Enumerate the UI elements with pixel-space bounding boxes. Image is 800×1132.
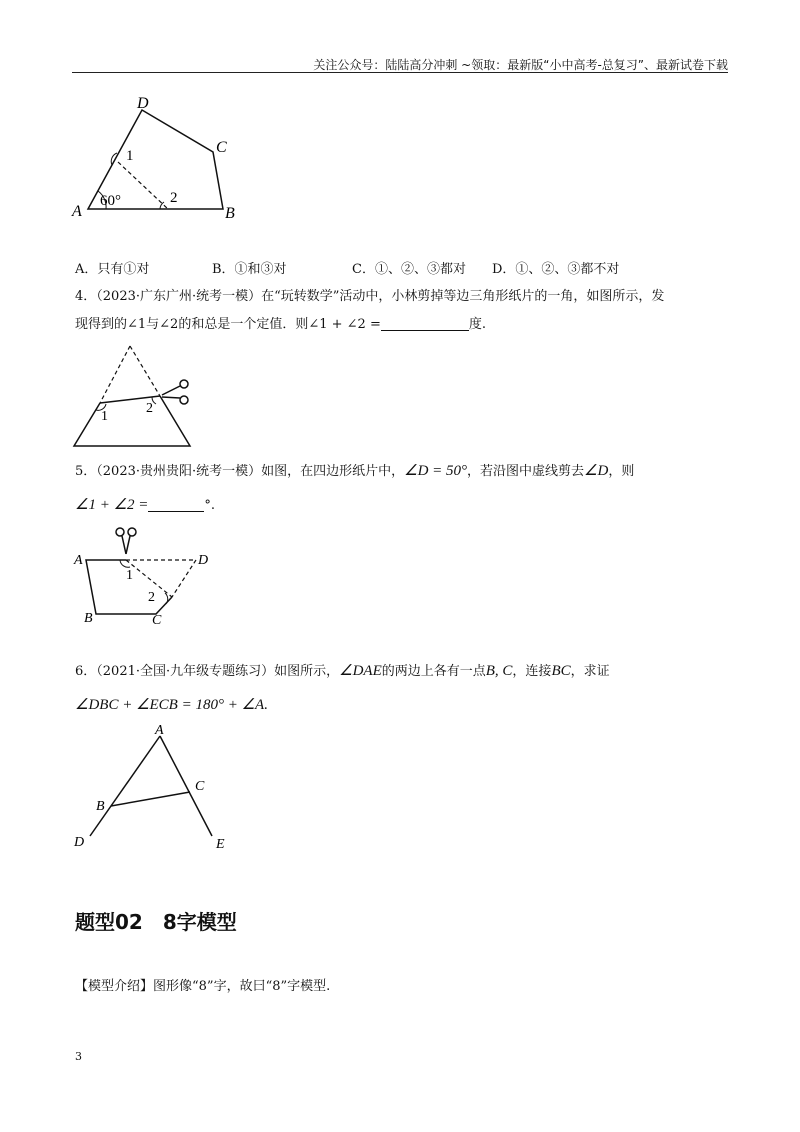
- dashed-cut-line: [118, 162, 168, 209]
- figure-angle-q6: [68, 720, 248, 855]
- q5-math-angle-d-value: ∠D = 50°: [404, 463, 468, 479]
- option-c: C．①、②、③都对: [352, 262, 466, 277]
- label-B: B: [84, 611, 93, 626]
- label-angle-2: 2: [170, 190, 178, 206]
- section-title: 题型02 8字模型: [75, 910, 237, 934]
- scissors-icon: [162, 380, 188, 404]
- q6-math-equation: ∠DBC + ∠ECB = 180° + ∠A.: [75, 697, 268, 713]
- option-b: B．①和③对: [212, 262, 287, 277]
- label-C: C: [152, 613, 162, 628]
- q4-line2-text: 现得到的∠1与∠2的和总是一个定值．则∠1 + ∠2 =: [75, 317, 381, 332]
- header-divider: [72, 72, 728, 73]
- figure-trapezoid-q5: [68, 522, 218, 630]
- dashed-cut-corner-right: [130, 346, 160, 396]
- triangle-remaining: [74, 396, 190, 446]
- figure-quadrilateral-q3: [60, 90, 260, 230]
- q5-text-3: ，则: [608, 464, 635, 479]
- q6-line1: [75, 660, 610, 683]
- label-A: A: [155, 723, 164, 738]
- q6-math-segment: BC: [551, 663, 571, 679]
- option-a: A．只有①对: [75, 262, 150, 277]
- angle-arc-1: [120, 560, 130, 567]
- label-B: B: [225, 205, 235, 222]
- label-D: D: [198, 553, 209, 568]
- label-C: C: [195, 779, 205, 794]
- q5-line2: [75, 494, 215, 517]
- q4-answer-blank: [381, 316, 469, 331]
- segment-BC: [111, 792, 190, 806]
- label-angle-60: 60°: [100, 193, 121, 209]
- label-angle-1: 1: [101, 409, 108, 424]
- label-angle-1: 1: [126, 568, 133, 583]
- label-A: A: [74, 553, 83, 568]
- label-angle-2: 2: [146, 401, 153, 416]
- q6-text-4: ，求证: [570, 664, 610, 679]
- angle-arc-1: [111, 153, 117, 165]
- label-E: E: [216, 837, 225, 852]
- q6-line2: [75, 694, 268, 717]
- q6-text-3: ，连接: [512, 664, 552, 679]
- q6-math-points: B, C: [485, 663, 513, 679]
- dashed-cut-corner-left: [100, 346, 130, 403]
- figure-triangle-q4: [68, 340, 208, 450]
- label-A: A: [72, 203, 82, 220]
- q5-text-4: °.: [204, 498, 216, 513]
- q5-text-1: 5．（2023·贵州贵阳·统考一模）如图，在四边形纸片中，: [75, 464, 405, 479]
- q5-answer-blank: [148, 497, 204, 512]
- label-D: D: [137, 95, 149, 112]
- model-intro: 【模型介绍】图形像“8”字，故曰“8”字模型.: [75, 979, 331, 994]
- removed-corner-outline: [126, 560, 196, 597]
- label-angle-2: 2: [148, 590, 155, 605]
- q5-math-sum: ∠1 + ∠2 =: [75, 497, 149, 513]
- q5-line1: [75, 460, 634, 483]
- ray-AD: [90, 736, 160, 836]
- q4-line1: 4．（2023·广东广州·统考一模）在“玩转数学”活动中，小林剪掉等边三角形纸片的一角，如图所示，发: [75, 289, 665, 304]
- q5-math-angle-d: ∠D: [584, 463, 609, 479]
- scissors-icon: [116, 528, 136, 554]
- label-D: D: [74, 835, 85, 850]
- angle-arc-2: [160, 202, 164, 209]
- page-header: 关注公众号：陆陆高分冲刺 ~领取：最新版“小中高考-总复习”、最新试卷下载: [313, 58, 728, 72]
- q5-text-2: ，若沿图中虚线剪去: [467, 464, 585, 479]
- label-B: B: [96, 799, 105, 814]
- option-d: D．①、②、③都不对: [492, 262, 620, 277]
- q6-text-1: 6．（2021·全国·九年级专题练习）如图所示，: [75, 664, 340, 679]
- page-number: 3: [75, 1050, 82, 1063]
- label-angle-1: 1: [126, 148, 134, 164]
- q4-line2: [75, 314, 486, 336]
- label-C: C: [216, 139, 227, 156]
- q6-math-angle: ∠DAE: [339, 663, 382, 679]
- q6-text-2: 的两边上各有一点: [381, 664, 486, 679]
- q4-line2-suffix: 度.: [468, 317, 486, 332]
